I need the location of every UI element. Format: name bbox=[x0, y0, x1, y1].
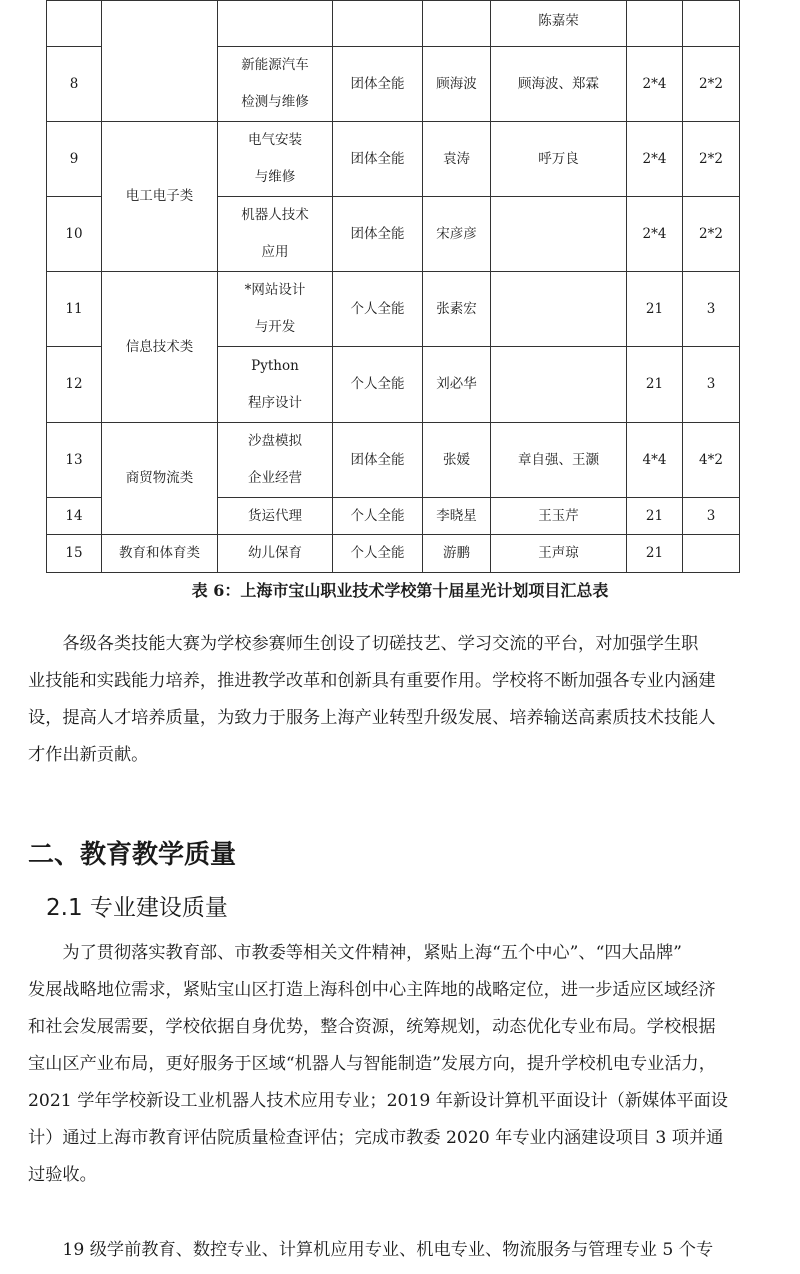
coach: 张媛 bbox=[423, 423, 491, 498]
members: 顾海波、郑霖 bbox=[491, 47, 627, 122]
star-plan-summary-table bbox=[46, 0, 740, 573]
members: 呼万良 bbox=[491, 122, 627, 197]
row-number: 11 bbox=[47, 272, 102, 347]
paragraph-skills-competition: 各级各类技能大赛为学校参赛师生创设了切磋技艺、学习交流的平台，对加强学生职 业技能和实践能力培养，推进教学改革和创新具有重要作用。学校将不断加强各专业内涵建 设，提高人才培养质量，为致力于服务上海产业转型升级发展、培养输送高素质技术技能人 才作出新贡献。 bbox=[28, 634, 716, 765]
quota-b: 3 bbox=[683, 347, 740, 423]
quota-a: 21 bbox=[627, 272, 683, 347]
quota-a: 2*4 bbox=[627, 197, 683, 272]
row-number: 10 bbox=[47, 197, 102, 272]
coach: 顾海波 bbox=[423, 47, 491, 122]
subsection-heading: 2.1 专业建设质量 bbox=[46, 895, 228, 921]
coach: 张素宏 bbox=[423, 272, 491, 347]
table-row bbox=[47, 423, 740, 498]
project-name: 新能源汽车 检测与维修 bbox=[218, 47, 333, 122]
members: 王玉芹 bbox=[491, 498, 627, 535]
quota-a: 21 bbox=[627, 535, 683, 573]
coach: 刘必华 bbox=[423, 347, 491, 423]
members: 陈嘉荣 bbox=[491, 1, 627, 47]
competition-level: 个人全能 bbox=[333, 535, 423, 573]
competition-level: 团体全能 bbox=[333, 197, 423, 272]
table-caption: 表 6：上海市宝山职业技术学校第十届星光计划项目汇总表 bbox=[191, 581, 609, 600]
project-name: Python 程序设计 bbox=[218, 347, 333, 423]
row-number: 13 bbox=[47, 423, 102, 498]
table-row bbox=[47, 122, 740, 197]
quota-a: 2*4 bbox=[627, 122, 683, 197]
competition-level: 个人全能 bbox=[333, 272, 423, 347]
coach: 宋彦彦 bbox=[423, 197, 491, 272]
members bbox=[491, 272, 627, 347]
table-row bbox=[47, 535, 740, 573]
coach: 李晓星 bbox=[423, 498, 491, 535]
competition-level: 团体全能 bbox=[333, 423, 423, 498]
paragraph-majors: 19 级学前教育、数控专业、计算机应用专业、机电专业、物流服务与管理专业 5 个专 bbox=[62, 1240, 714, 1260]
quota-b: 3 bbox=[683, 272, 740, 347]
project-name: 沙盘模拟 企业经营 bbox=[218, 423, 333, 498]
project-name: 电气安装 与维修 bbox=[218, 122, 333, 197]
competition-level: 团体全能 bbox=[333, 122, 423, 197]
competition-level: 个人全能 bbox=[333, 498, 423, 535]
paragraph-specialty-construction: 为了贯彻落实教育部、市教委等相关文件精神，紧贴上海“五个中心”、“四大品牌” 发展战略地位需求，紧贴宝山区打造上海科创中心主阵地的战略定位，进一步适应区域经济 和社会发展需要，学校依据自身优势，整合资源，统筹规划，动态优化专业布局。学校根据 宝山区产业布局，更好服务于区域“机器人与智能制造”发展方向，提升学校机电专业活力， 2021 学年学校新设工业机器人技术应用专业；2019 年新设计算机平面设计（新媒体平面设 计）通过上海市教育评估院质量检查评估；完成市教委 2020 年专业内涵建设项目 3 项并通 过验收。 bbox=[28, 943, 728, 1185]
project-name: 幼儿保育 bbox=[218, 535, 333, 573]
quota-a: 4*4 bbox=[627, 423, 683, 498]
row-number bbox=[47, 1, 102, 47]
section-heading: 二、教育教学质量 bbox=[28, 840, 237, 870]
row-number: 14 bbox=[47, 498, 102, 535]
competition-level: 团体全能 bbox=[333, 47, 423, 122]
quota-b: 2*2 bbox=[683, 47, 740, 122]
category-cell: 信息技术类 bbox=[102, 272, 218, 423]
competition-level bbox=[333, 1, 423, 47]
quota-a: 2*4 bbox=[627, 47, 683, 122]
category-cell: 教育和体育类 bbox=[102, 535, 218, 573]
members: 王声琼 bbox=[491, 535, 627, 573]
competition-level: 个人全能 bbox=[333, 347, 423, 423]
category-cell: 商贸物流类 bbox=[102, 423, 218, 535]
row-number: 12 bbox=[47, 347, 102, 423]
members bbox=[491, 197, 627, 272]
quota-a: 21 bbox=[627, 347, 683, 423]
project-name: *网站设计 与开发 bbox=[218, 272, 333, 347]
members bbox=[491, 347, 627, 423]
row-number: 8 bbox=[47, 47, 102, 122]
members: 章自强、王灏 bbox=[491, 423, 627, 498]
coach: 游鹏 bbox=[423, 535, 491, 573]
quota-b bbox=[683, 535, 740, 573]
quota-a: 21 bbox=[627, 498, 683, 535]
project-name bbox=[218, 1, 333, 47]
project-name: 机器人技术 应用 bbox=[218, 197, 333, 272]
table-row bbox=[47, 272, 740, 347]
quota-b: 2*2 bbox=[683, 197, 740, 272]
table-row bbox=[47, 1, 740, 47]
project-name: 货运代理 bbox=[218, 498, 333, 535]
category-cell: 电工电子类 bbox=[102, 122, 218, 272]
coach bbox=[423, 1, 491, 47]
quota-b bbox=[683, 1, 740, 47]
quota-b: 2*2 bbox=[683, 122, 740, 197]
quota-a bbox=[627, 1, 683, 47]
category-cell bbox=[102, 1, 218, 122]
coach: 袁涛 bbox=[423, 122, 491, 197]
row-number: 15 bbox=[47, 535, 102, 573]
quota-b: 3 bbox=[683, 498, 740, 535]
row-number: 9 bbox=[47, 122, 102, 197]
quota-b: 4*2 bbox=[683, 423, 740, 498]
